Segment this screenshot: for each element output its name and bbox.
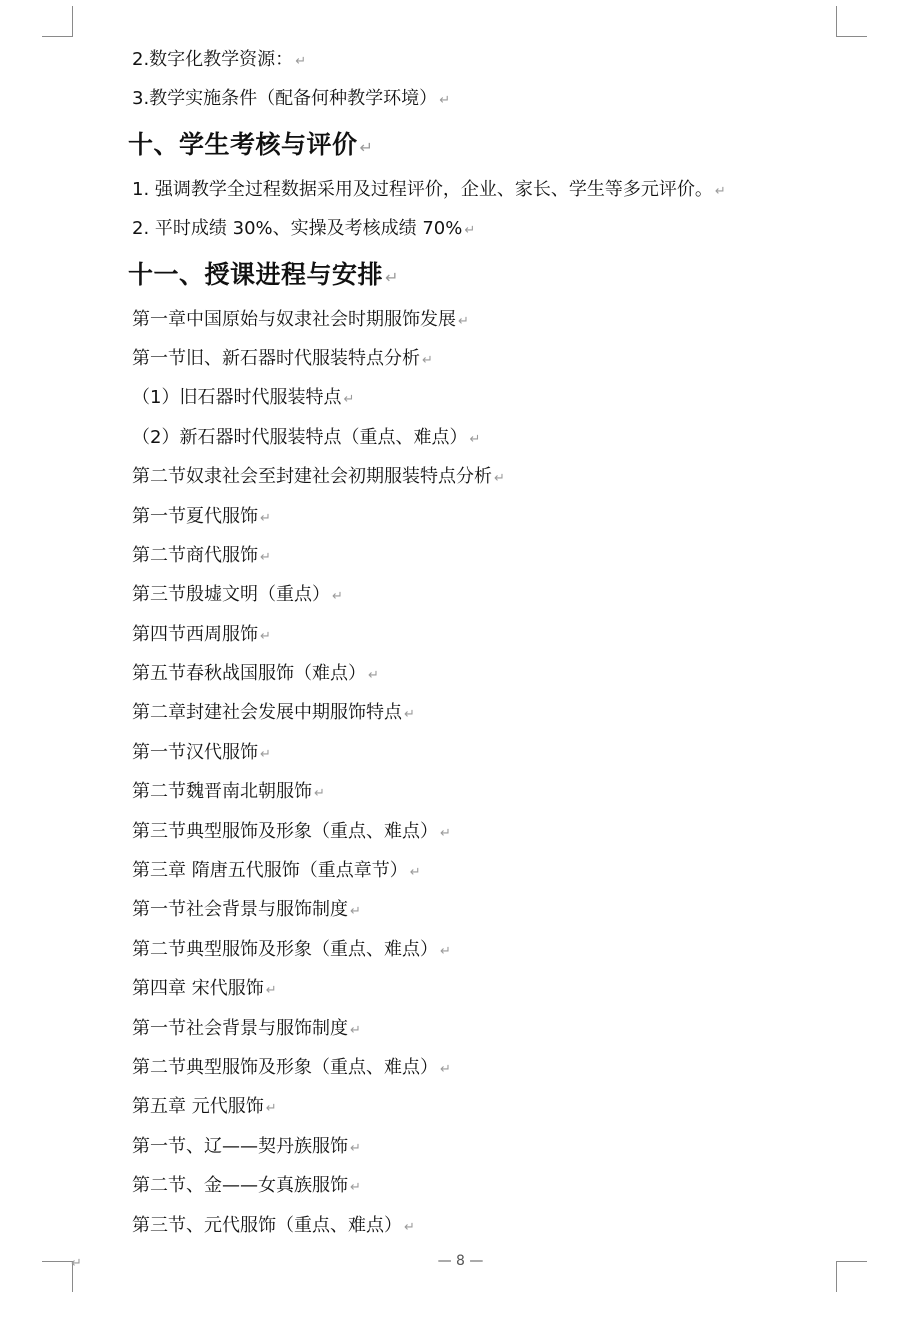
paragraph-line <box>132 209 832 248</box>
paragraph-mark-icon: ↵ <box>440 943 451 959</box>
paragraph-mark-icon: ↵ <box>440 1061 451 1077</box>
paragraph-line <box>132 615 832 654</box>
paragraph-mark-icon: ↵ <box>385 267 399 287</box>
paragraph-line <box>132 851 832 890</box>
paragraph-line <box>132 772 832 811</box>
paragraph-text: 第二章封建社会发展中期服饰特点 <box>132 702 402 724</box>
paragraph-text: 第二节典型服饰及形象（重点、难点） <box>132 1056 438 1078</box>
paragraph-text: 第二节魏晋南北朝服饰 <box>132 781 312 803</box>
paragraph-line <box>132 812 832 851</box>
paragraph-mark-icon: ↵ <box>440 825 451 841</box>
paragraph-line <box>132 378 832 417</box>
paragraph-text: 第一章中国原始与奴隶社会时期服饰发展 <box>132 308 456 330</box>
paragraph-line <box>132 418 832 457</box>
paragraph-mark-icon: ↵ <box>260 628 271 644</box>
paragraph-mark-icon: ↵ <box>350 1140 361 1156</box>
paragraph-mark-icon: ↵ <box>343 392 355 408</box>
paragraph-line <box>132 1206 832 1245</box>
paragraph-text: 第二节、金——女真族服饰 <box>132 1175 348 1197</box>
paragraph-text: 第三节殷墟文明（重点） <box>132 584 330 606</box>
paragraph-mark-icon: ↵ <box>314 786 325 802</box>
paragraph-text: 第四节西周服饰 <box>132 623 258 645</box>
paragraph-text: 第三章 隋唐五代服饰（重点章节） <box>132 860 408 882</box>
paragraph-line <box>132 1087 832 1126</box>
paragraph-line <box>132 170 832 209</box>
section-heading <box>128 119 832 170</box>
paragraph-text: 2.数字化教学资源： <box>132 49 294 70</box>
paragraph-text: 第一节、辽——契丹族服饰 <box>132 1135 348 1157</box>
paragraph-mark-icon: ↵ <box>469 431 481 447</box>
crop-mark-top-left <box>42 6 73 37</box>
paragraph-mark-icon: ↵ <box>265 983 277 999</box>
paragraph-text: 第二节商代服饰 <box>132 544 258 566</box>
paragraph-line <box>132 930 832 969</box>
paragraph-mark-icon: ↵ <box>714 183 726 199</box>
paragraph-mark-icon: ↵ <box>422 352 433 368</box>
paragraph-mark-icon: ↵ <box>260 746 271 762</box>
paragraph-text: 第一节社会背景与服饰制度 <box>132 1017 348 1039</box>
paragraph-text: （2）新石器时代服装特点（重点、难点） <box>132 426 468 448</box>
paragraph-mark-icon: ↵ <box>265 1101 277 1117</box>
paragraph-text: （1）旧石器时代服装特点 <box>132 387 342 409</box>
paragraph-mark-icon: ↵ <box>295 54 307 69</box>
paragraph-line <box>132 300 832 339</box>
paragraph-text: 第五节春秋战国服饰（难点） <box>132 663 366 685</box>
crop-mark-top-right <box>836 6 867 37</box>
paragraph-line <box>132 339 832 378</box>
paragraph-mark-icon: ↵ <box>494 471 505 487</box>
paragraph-mark-icon: ↵ <box>332 589 343 605</box>
paragraph-text: 第二节典型服饰及形象（重点、难点） <box>132 938 438 960</box>
paragraph-mark-icon: ↵ <box>409 865 421 881</box>
paragraph-text: 2. 平时成绩 30%、实操及考核成绩 70% <box>132 218 463 240</box>
paragraph-line <box>132 497 832 536</box>
paragraph-text: 第一节汉代服饰 <box>132 741 258 763</box>
paragraph-line <box>132 536 832 575</box>
paragraph-mark-icon: ↵ <box>464 223 476 239</box>
paragraph-line <box>132 1009 832 1048</box>
paragraph-mark-icon: ↵ <box>439 93 451 109</box>
paragraph-text: 第三节、元代服饰（重点、难点） <box>132 1214 402 1236</box>
paragraph-text: 第四章 宋代服饰 <box>132 978 264 1000</box>
paragraph-mark-icon: ↵ <box>260 510 271 526</box>
paragraph-text: 第一节夏代服饰 <box>132 505 258 527</box>
document-body[interactable] <box>128 40 832 1245</box>
paragraph-mark-icon: ↵ <box>404 707 415 723</box>
paragraph-line <box>132 1127 832 1166</box>
paragraph-mark-icon: ↵ <box>368 668 379 684</box>
section-heading <box>128 249 832 300</box>
paragraph-text: 第五章 元代服饰 <box>132 1096 264 1118</box>
heading-text: 十、学生考核与评价 <box>128 129 358 159</box>
paragraph-line <box>132 40 832 79</box>
paragraph-line <box>132 969 832 1008</box>
paragraph-mark-icon: ↵ <box>260 549 271 565</box>
footer-paragraph-mark: ↵ <box>71 1256 82 1271</box>
page-number: — 8 — <box>437 1253 484 1269</box>
paragraph-line <box>132 457 832 496</box>
paragraph-mark-icon: ↵ <box>359 137 374 157</box>
paragraph-line <box>132 890 832 929</box>
paragraph-line <box>132 79 832 118</box>
paragraph-text: 第三节典型服饰及形象（重点、难点） <box>132 820 438 842</box>
paragraph-line <box>132 733 832 772</box>
paragraph-mark-icon: ↵ <box>350 904 361 920</box>
heading-text: 十一、授课进程与安排 <box>128 259 384 289</box>
paragraph-mark-icon: ↵ <box>404 1219 415 1235</box>
paragraph-line <box>132 1048 832 1087</box>
paragraph-line <box>132 654 832 693</box>
paragraph-mark-icon: ↵ <box>458 313 469 329</box>
paragraph-text: 1. 强调教学全过程数据采用及过程评价，企业、家长、学生等多元评价。 <box>132 178 713 200</box>
paragraph-text: 第一节社会背景与服饰制度 <box>132 899 348 921</box>
paragraph-mark-icon: ↵ <box>350 1022 361 1038</box>
paragraph-line <box>132 1166 832 1205</box>
paragraph-line <box>132 575 832 614</box>
paragraph-text: 3.教学实施条件（配备何种教学环境） <box>132 88 438 110</box>
paragraph-mark-icon: ↵ <box>350 1180 361 1196</box>
paragraph-text: 第二节奴隶社会至封建社会初期服装特点分析 <box>132 466 492 488</box>
paragraph-text: 第一节旧、新石器时代服装特点分析 <box>132 347 420 369</box>
paragraph-line <box>132 693 832 732</box>
